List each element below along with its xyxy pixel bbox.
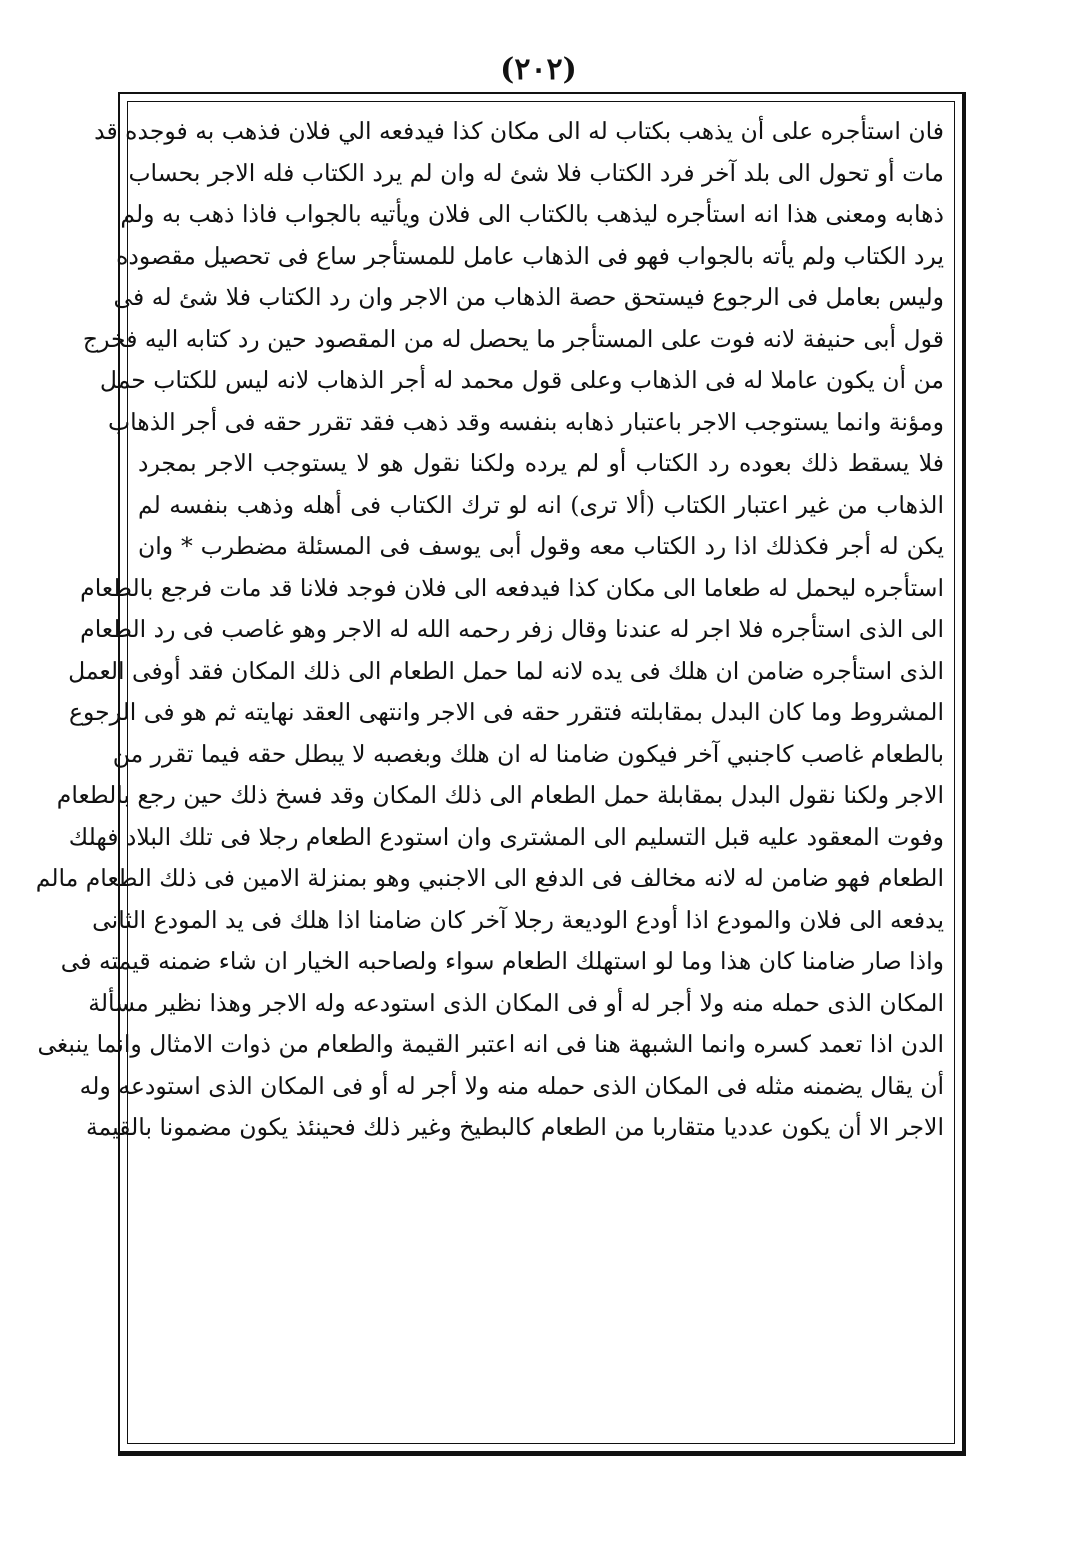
- text-line: يكن له أجر فكذلك اذا رد الكتاب معه وقول أبى يوسف فى المسئلة مضطرب * وان: [138, 532, 944, 560]
- text-line: فلا يسقط ذلك بعوده رد الكتاب أو لم يرده ولكنا نقول هو لا يستوجب الاجر بمجرد: [138, 449, 944, 477]
- page-frame: [35, 92, 966, 1456]
- text-line: يرد الكتاب ولم يأته بالجواب فهو فى الذهاب عامل للمستأجر ساع فى تحصيل مقصوده: [116, 241, 944, 270]
- text-line: وليس بعامل فى الرجوع فيستحق حصة الذهاب من الاجر وان رد الكتاب فلا شئ له فى: [113, 283, 944, 311]
- text-line: أن يقال يضمنه مثله فى المكان الذى حمله منه ولا أجر له أو فى المكان الذى استودعه وله: [79, 1071, 944, 1100]
- text-line: الاجر الا أن يكون عدديا متقاربا من الطعام كالبطيخ وغير ذلك فحينئذ يكون مضمونا بالقيمة: [85, 1113, 944, 1141]
- text-line: المكان الذى حمله منه ولا أجر له أو فى المكان الذى استودعه وله الاجر وهذا نظير مسألة: [88, 988, 944, 1017]
- text-line: فان استأجره على أن يذهب بكتاب له الى مكان كذا فيدفعه الي فلان فذهب به فوجده قد: [94, 117, 944, 145]
- page-number: (٢٠٢): [500, 52, 577, 87]
- text-line: من أن يكون عاملا له فى الذهاب وعلى قول محمد له أجر الذهاب لانه ليس للكتاب حمل: [99, 366, 944, 394]
- text-line: الذهاب من غير اعتبار الكتاب (ألا ترى) انه لو ترك الكتاب فى أهله وذهب بنفسه لم: [138, 490, 944, 519]
- text-line: بالطعام غاصب كاجنبي آخر فيكون ضامنا له ان هلك وبغصبه لا يبطل حقه فيما تقرر من: [112, 739, 944, 768]
- text-line: الاجر ولكنا نقول البدل بمقابلة حمل الطعام الى ذلك المكان وقد فسخ ذلك حين رجع بالطعام: [56, 781, 944, 809]
- text-block: [35, 101, 955, 1444]
- text-line: المشروط وما كان البدل بمقابلته فتقرر حقه فى الاجر وانتهى العقد نهايته ثم هو فى الرجوع: [68, 698, 944, 726]
- text-line: ومؤنة وانما يستوجب الاجر باعتبار ذهابه بنفسه وقد ذهب فقد تقرر حقه فى أجر الذهاب: [108, 407, 944, 436]
- text-line: يدفعه الى فلان والمودع اذا أودع الوديعة رجلا آخر كان ضامنا اذا هلك فى يد المودع الثانى: [92, 905, 944, 934]
- text-line: وفوت المعقود عليه قبل التسليم الى المشترى وان استودع الطعام رجلا فى تلك البلاد فهلك: [68, 822, 944, 851]
- text-line: استأجره ليحمل له طعاما الى مكان كذا فيدفعه الى فلان فوجد فلانا قد مات فرجع بالطعام: [80, 573, 944, 602]
- text-line: ذهابه ومعنى هذا انه استأجره ليذهب بالكتاب الى فلان ويأتيه بالجواب فاذا ذهب به ولم: [120, 200, 944, 228]
- text-line: الدن اذا تعمد كسره وانما الشبهة هنا فى انه اعتبر القيمة والطعام من ذوات الامثال وانما ينبغى: [37, 1030, 944, 1058]
- text-line: قول أبى حنيفة لانه فوت على المستأجر ما يحصل له من المقصود حين رد كتابه اليه فخرج: [82, 324, 944, 353]
- text-line: الذى استأجره ضامن ان هلك فى يده لانه لما حمل الطعام الى ذلك المكان فقد أوفى العمل: [68, 656, 944, 685]
- text-line: الطعام فهو ضامن له لانه مخالف فى الدفع الى الاجنبي وهو بمنزلة الامين فى ذلك الطعام مالم: [35, 864, 944, 892]
- text-line: واذا صار ضامنا كان هذا وما لو استهلك الطعام سواء ولصاحبه الخيار ان شاء ضمنه قيمته فى: [60, 947, 944, 975]
- text-line: الى الذى استأجره فلا اجر له عندنا وقال زفر رحمه الله له الاجر وهو غاصب فى رد الطعام: [80, 615, 944, 643]
- text-line: مات أو تحول الى بلد آخر فرد الكتاب فلا شئ له وان لم يرد الكتاب فله الاجر بحساب: [128, 158, 944, 187]
